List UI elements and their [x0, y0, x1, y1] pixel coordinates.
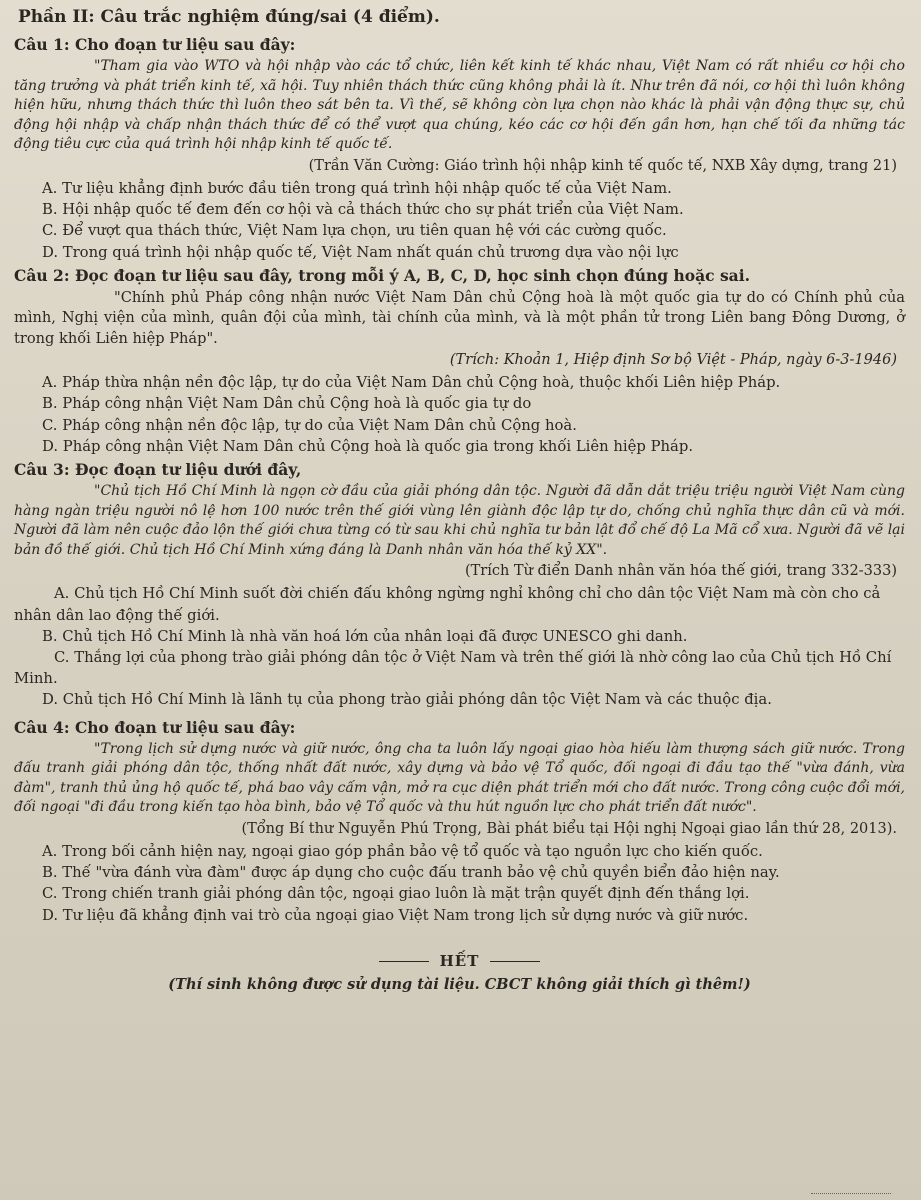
question-2-title: Câu 2: Đọc đoạn tư liệu sau đây, trong mỗi ý A, B, C, D, học sinh chọn đúng hoặc sai. — [14, 265, 751, 285]
question-4-option-c: C. Trong chiến tranh giải phóng dân tộc, ngoại giao luôn là mặt trận quyết định đến thắng lợi. — [42, 885, 750, 903]
question-4-option-b: B. Thế "vừa đánh vừa đàm" được áp dụng cho cuộc đấu tranh bảo vệ chủ quyền biển đảo hiện nay. — [42, 864, 780, 882]
section-title: Phần II: Câu trắc nghiệm đúng/sai (4 điểm). — [18, 7, 440, 27]
question-3-option-a: A. Chủ tịch Hồ Chí Minh suốt đời chiến đấu không ngừng nghỉ không chỉ cho dân tộc Việt Nam mà còn cho cả nhân dân lao động thế giới. — [14, 585, 881, 624]
question-4-option-a: A. Trong bối cảnh hiện nay, ngoại giao góp phần bảo vệ tổ quốc và tạo nguồn lực cho kiến quốc. — [42, 843, 763, 861]
end-dash-right — [490, 961, 540, 962]
question-1-option-b: B. Hội nhập quốc tế đem đến cơ hội và cả thách thức cho sự phát triển của Việt Nam. — [42, 201, 684, 219]
question-2-option-a: A. Pháp thừa nhận nền độc lập, tự do của Việt Nam Dân chủ Cộng hoà, thuộc khối Liên hiệp Pháp. — [42, 374, 781, 392]
end-marker — [14, 952, 905, 970]
question-3-option-d: D. Chủ tịch Hồ Chí Minh là lãnh tụ của phong trào giải phóng dân tộc Việt Nam và các thuộc địa. — [42, 691, 772, 709]
question-3-title: Câu 3: Đọc đoạn tư liệu dưới đây, — [14, 460, 302, 480]
question-1-option-a: A. Tư liệu khẳng định bước đầu tiên trong quá trình hội nhập quốc tế của Việt Nam. — [42, 179, 672, 197]
question-2-passage: "Chính phủ Pháp công nhận nước Việt Nam Dân chủ Cộng hoà là một quốc gia tự do có Chính phủ của mình, Nghị viện của mình, quân đội của mình, tài chính của mình, và là một phần tử trong Liên bang Đông Dương, ở trong khối Liên hiệp Pháp". — [14, 288, 905, 347]
dotted-line — [811, 1193, 891, 1194]
question-2-source: (Trích: Khoản 1, Hiệp định Sơ bộ Việt - Pháp, ngày 6-3-1946) — [449, 352, 897, 369]
end-text: HẾT — [439, 951, 480, 970]
question-3-passage: "Chủ tịch Hồ Chí Minh là ngọn cờ đầu của giải phóng dân tộc. Người đã dẫn dắt triệu triệu người Việt Nam cùng hàng ngàn triệu người nô lệ hơn 100 nước trên thế giới vùng lên giành độc lập tự do, chống chủ nghĩa thực dân cũ và mới. Người đã làm nên cuộc đảo lộn thế giới chưa từng có từ sau khi chủ nghĩa tư bản lật đổ chế độ La Mã cổ xưa. Người đã vẽ lại bản đồ thế giới. Chủ tịch Hồ Chí Minh xứng đáng là Danh nhân văn hóa thế kỷ XX". — [14, 483, 905, 558]
question-2-option-b: B. Pháp công nhận Việt Nam Dân chủ Cộng hoà là quốc gia tự do — [42, 395, 532, 413]
question-1 — [14, 34, 905, 263]
question-1-passage: "Tham gia vào WTO và hội nhập vào các tổ chức, liên kết kinh tế khác nhau, Việt Nam có rất nhiều cơ hội cho tăng trưởng và phát triển kinh tế, xã hội. Tuy nhiên thách thức cũng không phải là ít. Như trên đã nói, cơ hội thì luôn không hiện hữu, nhưng thách thức thì luôn theo sát bên ta. Vì thế, sẽ không còn lựa chọn nào khác là phải vận động thực sự, chủ động hội nhập và chấp nhận thách thức để có thể vượt qua chúng, kéo các cơ hội đến gần hơn, hạn chế tối đa những tác động tiêu cực của quá trình hội nhập kinh tế quốc tế. — [14, 58, 905, 153]
question-4-passage: "Trong lịch sử dựng nước và giữ nước, ông cha ta luôn lấy ngoại giao hòa hiếu làm thượng sách giữ nước. Trong đấu tranh giải phóng dân tộc, thống nhất đất nước, xây dựng và bảo vệ Tổ quốc, đối ngoại đi đầu tạo thế "vừa đánh, vừa đàm", tranh thủ ủng hộ quốc tế, phá bao vây cấm vận, mở ra cục diện phát triển mới cho đất nước. Trong công cuộc đổi mới, đối ngoại "đi đầu trong kiến tạo hòa bình, bảo vệ Tổ quốc và thu hút nguồn lực cho phát triển đất nước". — [14, 740, 905, 816]
question-4-title: Câu 4: Cho đoạn tư liệu sau đây: — [14, 717, 296, 737]
question-4-source: (Tổng Bí thư Nguyễn Phú Trọng, Bài phát biểu tại Hội nghị Ngoại giao lần thứ 28, 2013). — [241, 821, 897, 838]
question-3-option-b: B. Chủ tịch Hồ Chí Minh là nhà văn hoá lớn của nhân loại đã được UNESCO ghi danh. — [42, 627, 688, 645]
question-1-option-d: D. Trong quá trình hội nhập quốc tế, Việt Nam nhất quán chủ trương dựa vào nội lực — [42, 243, 679, 261]
question-4-option-d: D. Tư liệu đã khẳng định vai trò của ngoại giao Việt Nam trong lịch sử dựng nước và giữ nước. — [42, 906, 749, 924]
question-1-source: (Trần Văn Cường: Giáo trình hội nhập kinh tế quốc tế, NXB Xây dựng, trang 21) — [308, 157, 897, 174]
question-3-option-c: C. Thắng lợi của phong trào giải phóng dân tộc ở Việt Nam và trên thế giới là nhờ công lao của Chủ tịch Hồ Chí Minh. — [14, 649, 892, 688]
question-4 — [14, 717, 905, 926]
question-1-option-c: C. Để vượt qua thách thức, Việt Nam lựa chọn, ưu tiên quan hệ với các cường quốc. — [42, 222, 667, 240]
question-3-source: (Trích Từ điển Danh nhân văn hóa thế giới, trang 332-333) — [464, 563, 897, 580]
question-3 — [14, 459, 905, 711]
question-1-title: Câu 1: Cho đoạn tư liệu sau đây: — [14, 35, 296, 54]
question-2-option-c: C. Pháp công nhận nền độc lập, tự do của Việt Nam Dân chủ Cộng hoà. — [42, 416, 577, 434]
end-dash-left — [379, 961, 429, 962]
question-2-option-d: D. Pháp công nhận Việt Nam Dân chủ Cộng hoà là quốc gia trong khối Liên hiệp Pháp. — [42, 437, 694, 455]
question-2 — [14, 265, 905, 457]
exam-note: (Thí sinh không được sử dụng tài liệu. CBCT không giải thích gì thêm!) — [168, 975, 751, 993]
